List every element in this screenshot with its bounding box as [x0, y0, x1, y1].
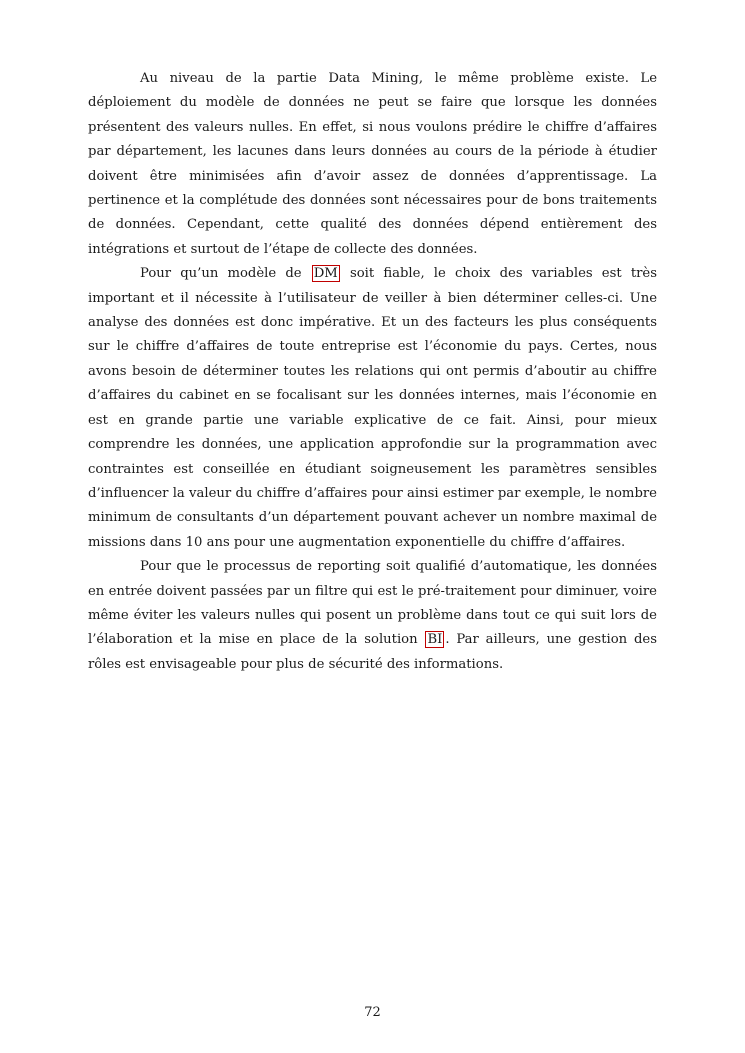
paragraph-model-variables: [88, 262, 657, 555]
glossary-link-bi[interactable]: BI: [427, 632, 443, 648]
paragraph-text: Pour que le processus de reporting soit qualifié d’automatique, les données en entrée doivent passées par un filtre qui est le pré-traitement pour diminuer, voire même éviter les valeurs nulles qui posent un problème dans tout ce qui suit lors de l’élaboration et la mise en place de la solution: [88, 559, 657, 648]
paragraph-data-mining: [88, 67, 657, 262]
paragraph-text: soit fiable, le choix des variables est très important et il nécessite à l’utilisateur de veiller à bien déterminer celles-ci. Une analyse des données est donc impérative. Et un des facteurs les plus conséquents sur le chiffre d’affaires de toute entreprise est l’économie du pays. Certes, nous avons besoin de déterminer toutes les relations qui ont permis d’aboutir au chiffre d’affaires du cabinet en se focalisant sur les données internes, mais l’économie en est en grande partie une variable explicative de ce fait. Ainsi, pour mieux comprendre les données, une application approfondie sur la programmation avec contraintes est conseillée en étudiant soigneusement les paramètres sensibles d’influencer la valeur du chiffre d’affaires pour ainsi estimer par exemple, le nombre minimum de consultants d’un département pouvant achever un nombre maximal de missions dans 10 ans pour une augmentation exponentielle du chiffre d’affaires.: [88, 266, 657, 550]
paragraph-reporting: [88, 555, 657, 677]
glossary-link-dm[interactable]: DM: [313, 266, 338, 282]
paragraph-text: Au niveau de la partie Data Mining, le même problème existe. Le déploiement du modèle de données ne peut se faire que lorsque les données présentent des valeurs nulles. En effet, si nous voulons prédire le chiffre d’affaires par département, les lacunes dans leurs données au cours de la période à étudier doivent être minimisées afin d’avoir assez de données d’apprentissage. La pertinence et la complétude des données sont nécessaires pour de bons traitements de données. Cependant, cette qualité des données dépend entièrement des intégrations et surtout de l’étape de collecte des données.: [88, 71, 657, 257]
page-number: 72: [364, 1005, 381, 1020]
body-text: [88, 67, 657, 677]
paragraph-text: Pour qu’un modèle de: [140, 266, 311, 282]
paragraph-text: . Par ailleurs, une gestion des rôles est envisageable pour plus de sécurité des informations.: [88, 632, 657, 672]
